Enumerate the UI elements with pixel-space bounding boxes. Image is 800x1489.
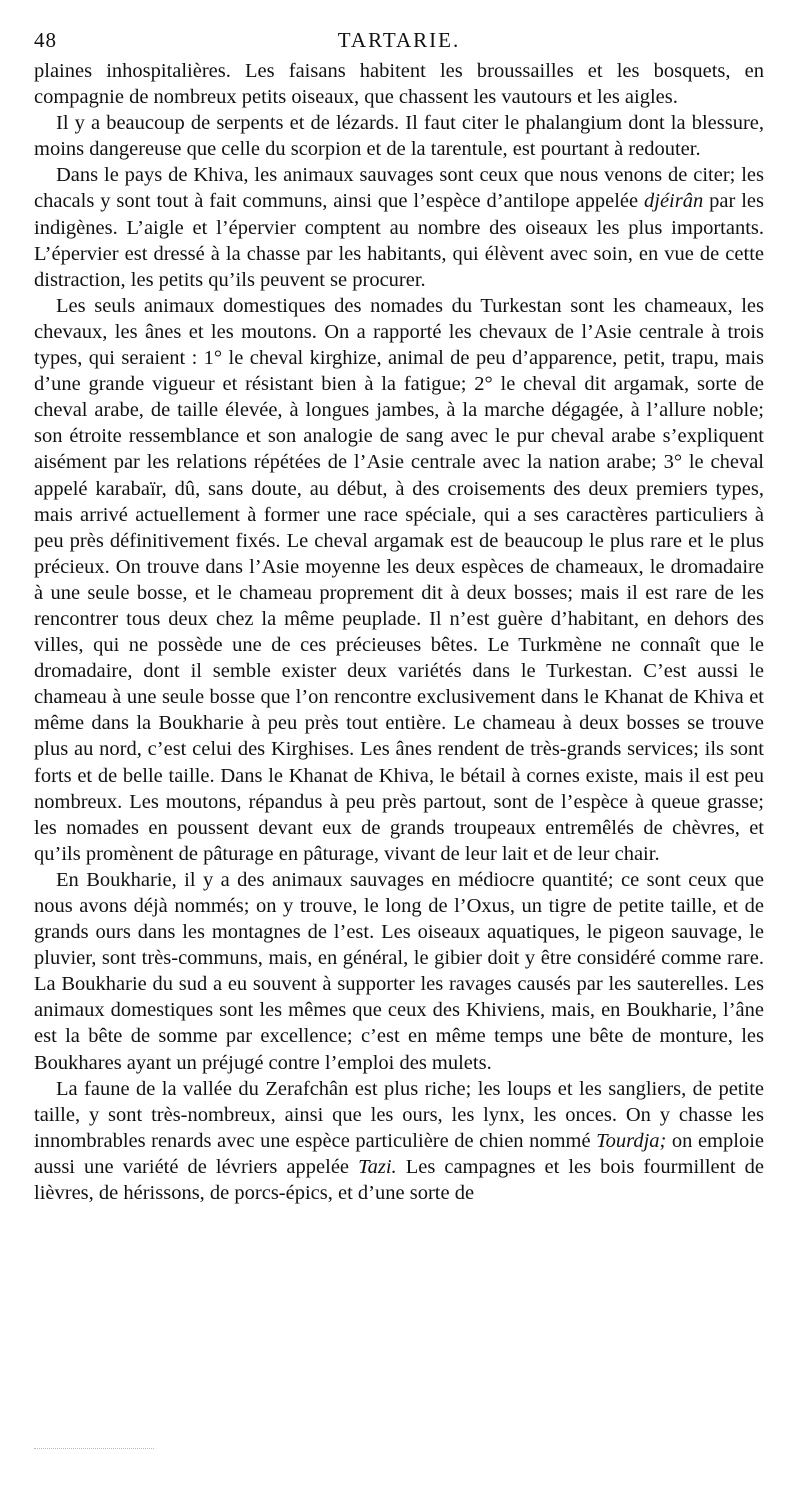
text-run: Dans le pays de Khiva, les animaux sauvages sont ceux que nous venons de citer; les chacals y sont tout à fait communs, ainsi que l’espèce d’antilope appelée [34, 164, 764, 213]
italic-term: Tazi. [358, 1155, 397, 1178]
page-number: 48 [34, 28, 57, 52]
body-text [34, 58, 764, 1206]
paragraph [34, 293, 764, 867]
paragraph [34, 162, 764, 292]
running-title: TARTARIE. [337, 28, 461, 52]
italic-term: djéirân [644, 190, 704, 213]
text-run: En Boukharie, il y a des animaux sauvages en médiocre quantité; ce sont ceux que nous avons déjà nommés; on y trouve, le long de l’Oxus, un tigre de petite taille, et de grands ours dans les montagnes de l’est. Les oiseaux aquatiques, le pigeon sauvage, le pluvier, sont très-communs, mais, en général, le gibier doit y être considéré comme rare. La Boukharie du sud a eu souvent à supporter les ravages causés par les sauterelles. Les animaux domestiques sont les mêmes que ceux des Khiviens, mais, en Boukharie, l’âne est la bête de somme par excellence; c’est en même temps une bête de monture, les Boukhares ayant un préjugé contre l’emploi des mulets. [34, 868, 764, 1074]
text-run: plaines inhospitalières. Les faisans habitent les broussailles et les bosquets, en compagnie de nombreux petits oiseaux, que chassent les vautours et les aigles. [34, 60, 764, 109]
paragraph [34, 58, 764, 110]
book-page [34, 28, 764, 1206]
text-run: Les campagnes et les bois fourmillent de lièvres, de hérissons, de porcs-épics, et d’une sorte de [34, 1155, 764, 1205]
paragraph [34, 1076, 764, 1206]
text-run: par les indigènes. L’aigle et l’épervier comptent au nombre des oiseaux les plus importants. L’épervier est dressé à la chasse par les habitants, qui élèvent avec soin, en vue de cette distraction, les petits qu’ils peuvent se procurer. [34, 190, 764, 291]
paragraph [34, 110, 764, 162]
italic-term: Tourdja; [596, 1129, 667, 1152]
running-header [34, 28, 764, 58]
page-bottom-marks [34, 1448, 154, 1451]
paragraph [34, 867, 764, 1076]
text-run: Il y a beaucoup de serpents et de lézards. Il faut citer le phalangium dont la blessure, moins dangereuse que celle du scorpion et de la tarentule, est pourtant à redouter. [34, 112, 764, 161]
text-run: La faune de la vallée du Zerafchân est plus riche; les loups et les sangliers, de petite taille, y sont très-nombreux, ainsi que les ours, les lynx, les onces. On y chasse les innombrables renards avec une espèce particulière de chien nommé [34, 1077, 764, 1152]
text-run: on emploie aussi une variété de lévriers appelée [34, 1129, 764, 1178]
text-run: Les seuls animaux domestiques des nomades du Turkestan sont les chameaux, les chevaux, les ânes et les moutons. On a rapporté les chevaux de l’Asie centrale à trois types, qui seraient : 1° le cheval kirghize, animal de peu d’apparence, petit, trapu, mais d’une grande vigueur et résistant bien à la fatigue; 2° le cheval dit argamak, sorte de cheval arabe, de taille élevée, à longues jambes, à la marche dégagée, à l’allure noble; son étroite ressemblance et son analogie de sang avec le pur cheval arabe s’expliquent aisément par les relations répétées de l’Asie centrale avec la nation arabe; 3° le cheval appelé karabaïr, dû, sans doute, au début, à des croisements des deux premiers types, mais arrivé actuellement à former une race spéciale, qui a ses caractères particuliers à peu près définitivement fixés. Le cheval argamak est de beaucoup le plus rare et le plus précieux. On trouve dans l’Asie moyenne les deux espèces de chameaux, le dromadaire à une seule bosse, et le chameau proprement dit à deux bosses; mais il est rare de les rencontrer tous deux chez la même peuplade. Il n’est guère d’habitant, en dehors des villes, qui ne possède une de ces précieuses bêtes. Le Turkmène ne connaît que le dromadaire, dont il semble exister deux variétés dans le Turkestan. C’est aussi le chameau à une seule bosse que l’on rencontre exclusivement dans le Khanat de Khiva et même dans la Boukharie à peu près tout entière. Le chameau à deux bosses se trouve plus au nord, c’est celui des Kirghises. Les ânes rendent de très-grands services; ils sont forts et de belle taille. Dans le Khanat de Khiva, le bétail à cornes existe, mais il est peu nombreux. Les moutons, répandus à peu près partout, sont de l’espèce à queue grasse; les nomades en poussent devant eux de grands troupeaux entremêlés de chèvres, et qu’ils promènent de pâturage en pâturage, vivant de leur lait et de leur chair. [34, 294, 764, 865]
